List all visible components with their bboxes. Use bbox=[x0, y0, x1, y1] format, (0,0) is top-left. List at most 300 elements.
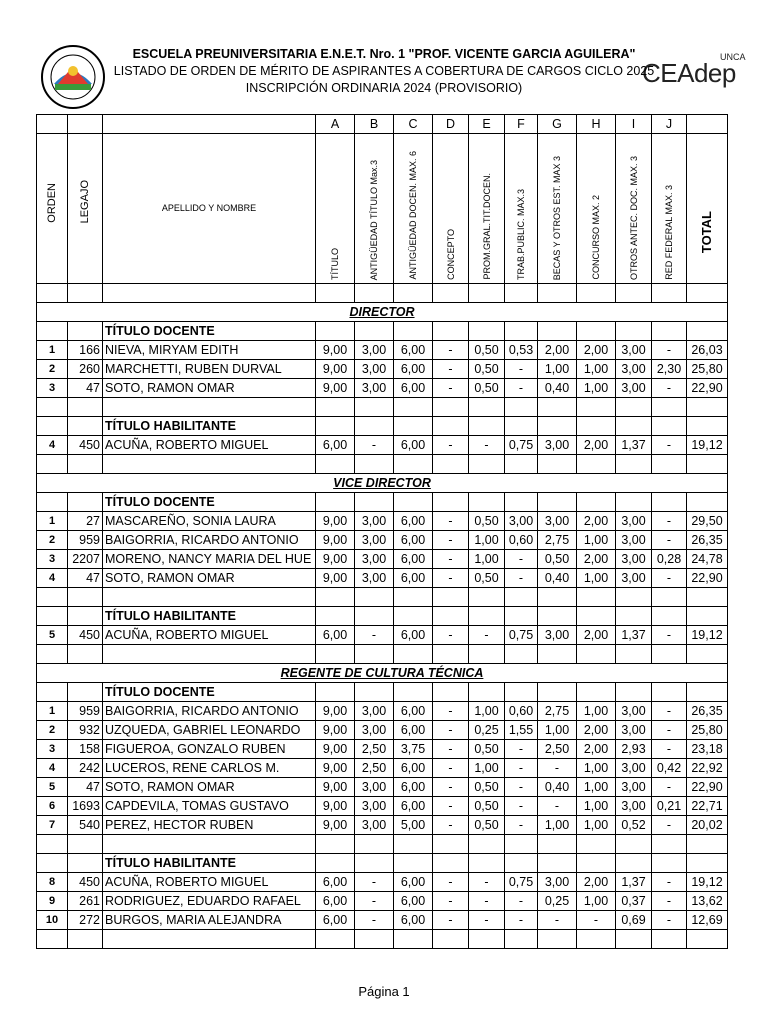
score-cell: 1,00 bbox=[577, 797, 616, 816]
total-cell: 19,12 bbox=[687, 436, 728, 455]
empty-cell bbox=[652, 835, 687, 854]
empty-cell bbox=[355, 284, 394, 303]
score-cell: 1,00 bbox=[577, 892, 616, 911]
empty-cell bbox=[652, 930, 687, 949]
score-cell: 1,55 bbox=[505, 721, 538, 740]
page-number: Página 1 bbox=[358, 984, 410, 999]
empty-cell bbox=[433, 455, 469, 474]
score-cell: - bbox=[505, 759, 538, 778]
table-row bbox=[37, 778, 728, 797]
score-cell: - bbox=[355, 873, 394, 892]
score-cell: - bbox=[505, 816, 538, 835]
score-cell: - bbox=[433, 569, 469, 588]
score-cell: 3,00 bbox=[355, 816, 394, 835]
empty-cell bbox=[469, 493, 505, 512]
criteria-header bbox=[505, 134, 538, 284]
table-row bbox=[37, 816, 728, 835]
score-cell: 9,00 bbox=[316, 341, 355, 360]
total-header-label: TOTAL bbox=[699, 210, 714, 253]
criteria-header bbox=[355, 134, 394, 284]
score-cell: - bbox=[433, 759, 469, 778]
orden-cell: 10 bbox=[37, 911, 68, 930]
score-cell: - bbox=[433, 512, 469, 531]
criteria-header bbox=[316, 134, 355, 284]
score-cell: - bbox=[652, 816, 687, 835]
total-cell: 19,12 bbox=[687, 626, 728, 645]
empty-cell bbox=[433, 322, 469, 341]
orden-cell: 1 bbox=[37, 341, 68, 360]
score-cell: 3,00 bbox=[355, 721, 394, 740]
score-cell: - bbox=[652, 778, 687, 797]
orden-cell: 3 bbox=[37, 379, 68, 398]
score-cell: 3,00 bbox=[355, 778, 394, 797]
empty-cell bbox=[505, 588, 538, 607]
column-letter: F bbox=[505, 115, 538, 134]
applicant-name: ACUÑA, ROBERTO MIGUEL bbox=[103, 873, 316, 892]
empty-cell bbox=[316, 854, 355, 873]
applicant-name: BAIGORRIA, RICARDO ANTONIO bbox=[103, 531, 316, 550]
score-cell: 1,00 bbox=[577, 569, 616, 588]
score-cell: 0,42 bbox=[652, 759, 687, 778]
empty-cell bbox=[68, 455, 103, 474]
score-cell: - bbox=[652, 892, 687, 911]
group-label: TÍTULO HABILITANTE bbox=[103, 607, 316, 626]
criteria-header bbox=[394, 134, 433, 284]
empty-cell bbox=[103, 398, 316, 417]
score-cell: 0,37 bbox=[616, 892, 652, 911]
blank-row bbox=[37, 284, 728, 303]
empty-cell bbox=[469, 455, 505, 474]
total-cell: 19,12 bbox=[687, 873, 728, 892]
merit-ranking-table bbox=[36, 114, 728, 949]
score-cell: - bbox=[538, 797, 577, 816]
score-cell: 2,00 bbox=[577, 626, 616, 645]
empty-cell bbox=[316, 645, 355, 664]
orden-cell: 5 bbox=[37, 778, 68, 797]
score-cell: 2,50 bbox=[355, 759, 394, 778]
empty-cell bbox=[538, 417, 577, 436]
empty-cell bbox=[687, 284, 728, 303]
score-cell: - bbox=[355, 626, 394, 645]
empty-cell bbox=[538, 930, 577, 949]
score-cell: 3,00 bbox=[538, 873, 577, 892]
legajo-cell: 158 bbox=[68, 740, 103, 759]
criteria-header bbox=[616, 134, 652, 284]
empty-cell bbox=[68, 398, 103, 417]
blank-row bbox=[37, 455, 728, 474]
inscription-subtitle: INSCRIPCIÓN ORDINARIA 2024 (PROVISORIO) bbox=[245, 81, 523, 95]
score-cell: 3,00 bbox=[616, 550, 652, 569]
score-cell: 6,00 bbox=[394, 550, 433, 569]
empty-cell bbox=[469, 322, 505, 341]
score-cell: 2,00 bbox=[577, 512, 616, 531]
empty-cell bbox=[469, 607, 505, 626]
empty-cell bbox=[355, 645, 394, 664]
score-cell: - bbox=[433, 721, 469, 740]
empty-cell bbox=[687, 455, 728, 474]
empty-cell bbox=[394, 493, 433, 512]
total-cell: 22,90 bbox=[687, 569, 728, 588]
legajo-header-label: LEGAJO bbox=[79, 179, 91, 223]
table-row bbox=[37, 911, 728, 930]
score-cell: 3,00 bbox=[355, 550, 394, 569]
table-row bbox=[37, 740, 728, 759]
empty-cell bbox=[355, 588, 394, 607]
score-cell: 0,69 bbox=[616, 911, 652, 930]
applicant-name: SOTO, RAMON OMAR bbox=[103, 778, 316, 797]
score-cell: - bbox=[433, 360, 469, 379]
empty-cell bbox=[68, 683, 103, 702]
score-cell: 1,00 bbox=[469, 531, 505, 550]
table-row bbox=[37, 550, 728, 569]
blank-row bbox=[37, 645, 728, 664]
applicant-name: UZQUEDA, GABRIEL LEONARDO bbox=[103, 721, 316, 740]
score-cell: - bbox=[469, 626, 505, 645]
score-cell: 1,00 bbox=[577, 360, 616, 379]
score-cell: - bbox=[505, 740, 538, 759]
score-cell: 3,00 bbox=[538, 436, 577, 455]
score-cell: 9,00 bbox=[316, 702, 355, 721]
score-cell: 6,00 bbox=[316, 626, 355, 645]
criteria-header-label: PROM.GRAL.TIT.DOCEN. bbox=[481, 173, 492, 280]
applicant-name: PEREZ, HECTOR RUBEN bbox=[103, 816, 316, 835]
orden-cell: 7 bbox=[37, 816, 68, 835]
score-cell: 1,37 bbox=[616, 626, 652, 645]
score-cell: 0,40 bbox=[538, 379, 577, 398]
empty-cell bbox=[616, 493, 652, 512]
applicant-name: SOTO, RAMON OMAR bbox=[103, 379, 316, 398]
empty-cell bbox=[577, 417, 616, 436]
score-cell: 2,00 bbox=[577, 436, 616, 455]
score-cell: - bbox=[652, 740, 687, 759]
empty-cell bbox=[652, 398, 687, 417]
empty-cell bbox=[68, 835, 103, 854]
criteria-header-label: TÍTULO bbox=[330, 247, 340, 280]
empty-cell bbox=[505, 645, 538, 664]
total-cell: 22,90 bbox=[687, 379, 728, 398]
score-cell: 6,00 bbox=[394, 512, 433, 531]
score-cell: 9,00 bbox=[316, 778, 355, 797]
empty-cell bbox=[616, 607, 652, 626]
empty-cell bbox=[505, 607, 538, 626]
table-row bbox=[37, 341, 728, 360]
empty-cell bbox=[616, 683, 652, 702]
column-letter: E bbox=[469, 115, 505, 134]
empty-cell bbox=[68, 417, 103, 436]
criteria-header bbox=[577, 134, 616, 284]
empty-cell bbox=[103, 588, 316, 607]
empty-cell bbox=[687, 607, 728, 626]
empty-cell bbox=[538, 835, 577, 854]
empty-cell bbox=[616, 930, 652, 949]
score-cell: - bbox=[538, 911, 577, 930]
score-cell: 3,00 bbox=[355, 360, 394, 379]
applicant-name: CAPDEVILA, TOMAS GUSTAVO bbox=[103, 797, 316, 816]
score-cell: 3,00 bbox=[616, 531, 652, 550]
applicant-name: BAIGORRIA, RICARDO ANTONIO bbox=[103, 702, 316, 721]
legajo-cell: 27 bbox=[68, 512, 103, 531]
empty-cell bbox=[652, 455, 687, 474]
score-cell: 0,53 bbox=[505, 341, 538, 360]
empty-cell bbox=[505, 398, 538, 417]
empty-cell bbox=[355, 930, 394, 949]
column-letter-row bbox=[37, 115, 728, 134]
empty-cell bbox=[355, 417, 394, 436]
empty-cell bbox=[316, 417, 355, 436]
empty-cell bbox=[577, 322, 616, 341]
score-cell: 1,00 bbox=[577, 379, 616, 398]
score-cell: 3,00 bbox=[538, 626, 577, 645]
empty-cell bbox=[37, 607, 68, 626]
score-cell: 3,00 bbox=[616, 759, 652, 778]
score-cell: 1,00 bbox=[538, 816, 577, 835]
empty-cell bbox=[469, 930, 505, 949]
svg-text:CEAdep: CEAdep bbox=[642, 58, 736, 88]
score-cell: 3,00 bbox=[616, 341, 652, 360]
score-cell: - bbox=[652, 436, 687, 455]
applicant-name: MASCAREÑO, SONIA LAURA bbox=[103, 512, 316, 531]
empty-cell bbox=[316, 607, 355, 626]
orden-cell: 6 bbox=[37, 797, 68, 816]
group-label: TÍTULO HABILITANTE bbox=[103, 417, 316, 436]
score-cell: - bbox=[433, 740, 469, 759]
criteria-header-label: RED FEDERAL MAX. 3 bbox=[664, 185, 674, 280]
empty-cell bbox=[616, 588, 652, 607]
score-cell: - bbox=[433, 436, 469, 455]
empty-cell bbox=[687, 588, 728, 607]
empty-cell bbox=[68, 607, 103, 626]
score-cell: 6,00 bbox=[316, 873, 355, 892]
orden-cell: 2 bbox=[37, 360, 68, 379]
score-cell: - bbox=[652, 341, 687, 360]
criteria-header-label: OTROS ANTEC. DOC. MAX. 3 bbox=[628, 155, 639, 280]
score-cell: - bbox=[652, 626, 687, 645]
empty-cell bbox=[316, 398, 355, 417]
score-cell: 0,50 bbox=[469, 740, 505, 759]
empty-cell bbox=[577, 645, 616, 664]
score-cell: 2,50 bbox=[355, 740, 394, 759]
column-letter: G bbox=[538, 115, 577, 134]
legajo-cell: 260 bbox=[68, 360, 103, 379]
total-cell: 12,69 bbox=[687, 911, 728, 930]
column-letter: D bbox=[433, 115, 469, 134]
score-cell: 3,00 bbox=[616, 721, 652, 740]
empty-cell bbox=[652, 854, 687, 873]
empty-cell bbox=[469, 854, 505, 873]
column-letter: I bbox=[616, 115, 652, 134]
score-cell: - bbox=[469, 436, 505, 455]
score-cell: 3,00 bbox=[355, 702, 394, 721]
score-cell: - bbox=[652, 531, 687, 550]
score-cell: - bbox=[652, 873, 687, 892]
score-cell: 9,00 bbox=[316, 569, 355, 588]
score-cell: 3,00 bbox=[355, 341, 394, 360]
score-cell: 0,75 bbox=[505, 873, 538, 892]
score-cell: 9,00 bbox=[316, 721, 355, 740]
empty-cell bbox=[37, 398, 68, 417]
empty-cell bbox=[538, 588, 577, 607]
empty-cell bbox=[68, 322, 103, 341]
section-title: DIRECTOR bbox=[37, 303, 728, 322]
score-cell: - bbox=[433, 778, 469, 797]
score-cell: - bbox=[505, 778, 538, 797]
score-cell: 3,00 bbox=[616, 797, 652, 816]
header-blank-cell bbox=[68, 115, 103, 134]
empty-cell bbox=[394, 398, 433, 417]
legajo-cell: 2207 bbox=[68, 550, 103, 569]
score-cell: 0,28 bbox=[652, 550, 687, 569]
column-letter: B bbox=[355, 115, 394, 134]
score-cell: 6,00 bbox=[316, 436, 355, 455]
empty-cell bbox=[505, 835, 538, 854]
score-cell: 6,00 bbox=[394, 873, 433, 892]
score-cell: 6,00 bbox=[394, 759, 433, 778]
empty-cell bbox=[394, 417, 433, 436]
orden-cell: 4 bbox=[37, 436, 68, 455]
criteria-header-label: ANTIGÜEDAD DOCEN. MAX. 6 bbox=[408, 151, 418, 280]
score-cell: - bbox=[652, 512, 687, 531]
total-cell: 26,35 bbox=[687, 702, 728, 721]
total-cell: 20,02 bbox=[687, 816, 728, 835]
score-cell: 0,25 bbox=[538, 892, 577, 911]
table-row bbox=[37, 797, 728, 816]
legajo-cell: 450 bbox=[68, 626, 103, 645]
score-cell: 2,00 bbox=[538, 341, 577, 360]
criteria-header-label: CONCEPTO bbox=[445, 229, 456, 280]
header-blank-cell bbox=[103, 115, 316, 134]
empty-cell bbox=[433, 835, 469, 854]
group-label-row bbox=[37, 322, 728, 341]
empty-cell bbox=[687, 398, 728, 417]
score-cell: 9,00 bbox=[316, 740, 355, 759]
orden-header-label: ORDEN bbox=[46, 183, 58, 223]
total-cell: 25,80 bbox=[687, 360, 728, 379]
empty-cell bbox=[577, 683, 616, 702]
empty-cell bbox=[433, 854, 469, 873]
criteria-header bbox=[433, 134, 469, 284]
score-cell: 0,52 bbox=[616, 816, 652, 835]
empty-cell bbox=[652, 683, 687, 702]
legajo-cell: 1693 bbox=[68, 797, 103, 816]
orden-cell: 5 bbox=[37, 626, 68, 645]
empty-cell bbox=[394, 930, 433, 949]
table-row bbox=[37, 512, 728, 531]
empty-cell bbox=[355, 398, 394, 417]
empty-cell bbox=[505, 455, 538, 474]
score-cell: 2,75 bbox=[538, 702, 577, 721]
orden-cell: 4 bbox=[37, 759, 68, 778]
score-cell: 3,00 bbox=[538, 512, 577, 531]
legajo-cell: 959 bbox=[68, 531, 103, 550]
empty-cell bbox=[316, 683, 355, 702]
header-blank-cell bbox=[687, 115, 728, 134]
empty-cell bbox=[577, 607, 616, 626]
empty-cell bbox=[469, 683, 505, 702]
empty-cell bbox=[433, 607, 469, 626]
empty-cell bbox=[316, 455, 355, 474]
empty-cell bbox=[505, 854, 538, 873]
score-cell: - bbox=[355, 436, 394, 455]
orden-cell: 2 bbox=[37, 721, 68, 740]
empty-cell bbox=[652, 493, 687, 512]
score-cell: 9,00 bbox=[316, 512, 355, 531]
orden-cell: 3 bbox=[37, 740, 68, 759]
score-cell: 9,00 bbox=[316, 550, 355, 569]
empty-cell bbox=[469, 417, 505, 436]
empty-cell bbox=[577, 284, 616, 303]
empty-cell bbox=[652, 322, 687, 341]
score-cell: 6,00 bbox=[394, 702, 433, 721]
blank-row bbox=[37, 930, 728, 949]
score-cell: 2,75 bbox=[538, 531, 577, 550]
score-cell: 6,00 bbox=[394, 626, 433, 645]
score-cell: 0,50 bbox=[469, 360, 505, 379]
empty-cell bbox=[433, 930, 469, 949]
score-cell: - bbox=[355, 911, 394, 930]
empty-cell bbox=[538, 493, 577, 512]
empty-cell bbox=[316, 493, 355, 512]
score-cell: 3,00 bbox=[616, 569, 652, 588]
group-label: TÍTULO DOCENTE bbox=[103, 322, 316, 341]
empty-cell bbox=[355, 854, 394, 873]
empty-cell bbox=[577, 455, 616, 474]
applicant-name: BURGOS, MARIA ALEJANDRA bbox=[103, 911, 316, 930]
section-title: VICE DIRECTOR bbox=[37, 474, 728, 493]
total-header bbox=[687, 134, 728, 284]
criteria-header bbox=[469, 134, 505, 284]
empty-cell bbox=[687, 930, 728, 949]
applicant-name: RODRIGUEZ, EDUARDO RAFAEL bbox=[103, 892, 316, 911]
orden-cell: 9 bbox=[37, 892, 68, 911]
empty-cell bbox=[37, 930, 68, 949]
score-cell: 1,00 bbox=[469, 550, 505, 569]
svg-text:UNCA: UNCA bbox=[720, 52, 746, 62]
empty-cell bbox=[316, 588, 355, 607]
empty-cell bbox=[103, 455, 316, 474]
table-row bbox=[37, 873, 728, 892]
empty-cell bbox=[687, 835, 728, 854]
empty-cell bbox=[316, 835, 355, 854]
empty-cell bbox=[616, 645, 652, 664]
empty-cell bbox=[538, 398, 577, 417]
empty-cell bbox=[394, 588, 433, 607]
empty-cell bbox=[68, 645, 103, 664]
score-cell: 9,00 bbox=[316, 816, 355, 835]
empty-cell bbox=[687, 417, 728, 436]
empty-cell bbox=[616, 284, 652, 303]
orden-cell: 1 bbox=[37, 702, 68, 721]
legajo-cell: 47 bbox=[68, 778, 103, 797]
empty-cell bbox=[687, 645, 728, 664]
section-title: REGENTE DE CULTURA TÉCNICA bbox=[37, 664, 728, 683]
score-cell: 0,50 bbox=[469, 569, 505, 588]
score-cell: 3,00 bbox=[505, 512, 538, 531]
orden-cell: 4 bbox=[37, 569, 68, 588]
score-cell: 0,25 bbox=[469, 721, 505, 740]
group-label-row bbox=[37, 417, 728, 436]
table-row bbox=[37, 892, 728, 911]
score-cell: 1,00 bbox=[577, 702, 616, 721]
empty-cell bbox=[538, 607, 577, 626]
empty-cell bbox=[652, 417, 687, 436]
empty-cell bbox=[433, 683, 469, 702]
list-title: LISTADO DE ORDEN DE MÉRITO DE ASPIRANTES A COBERTURA DE CARGOS CICLO 2025 bbox=[113, 64, 655, 78]
score-cell: 6,00 bbox=[316, 911, 355, 930]
applicant-name: MORENO, NANCY MARIA DEL HUE bbox=[103, 550, 316, 569]
empty-cell bbox=[577, 398, 616, 417]
score-cell: 0,50 bbox=[538, 550, 577, 569]
empty-cell bbox=[652, 588, 687, 607]
